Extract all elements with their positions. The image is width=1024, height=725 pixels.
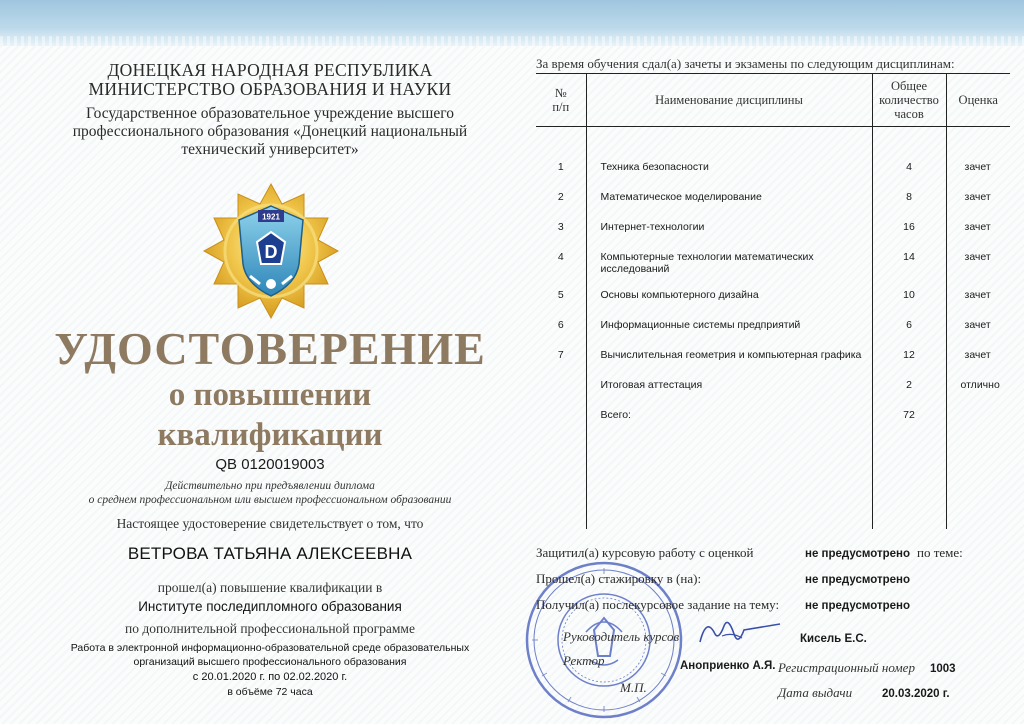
row-number: 4	[557, 250, 564, 263]
table-row	[536, 283, 1010, 313]
course-head-name: Кисель Е.С.	[800, 633, 867, 645]
passed-text: прошел(а) повышение квалификации в	[157, 580, 383, 595]
row-hours: 10	[872, 283, 946, 313]
row-hours: 2	[872, 373, 946, 403]
row-grade: зачет	[946, 245, 1010, 283]
rector-name: Аноприенко А.Я.	[680, 660, 776, 672]
disciplines-table	[536, 73, 1010, 529]
column-header-hours: Общее количество часов	[872, 74, 946, 127]
row-grade: зачет	[946, 185, 1010, 215]
row-number: 7	[557, 348, 564, 361]
column-header-discipline: Наименование дисциплины	[586, 74, 872, 127]
course-head-label: Руководитель курсов	[563, 629, 680, 644]
table-row	[536, 343, 1010, 373]
disciplines-intro: За время обучения сдал(а) зачеты и экзамены по следующим дисциплинам:	[536, 56, 955, 71]
table-row-total	[536, 403, 1010, 433]
course-head-signature	[692, 612, 784, 652]
row-grade: зачет	[946, 127, 1010, 185]
row-number: 1	[557, 161, 564, 173]
rector-label: Ректор	[563, 653, 605, 668]
document-subtitle-2: квалификации	[157, 417, 383, 453]
validity-line-2: о среднем профессиональном или высшем профессиональном образовании	[88, 494, 452, 506]
row-total-label: Всего:	[586, 403, 872, 433]
row-discipline: Итоговая аттестация	[586, 373, 872, 403]
row-number	[536, 373, 586, 403]
institution-line-1: Государственное образовательное учреждение высшего	[86, 105, 454, 122]
registration-label: Регистрационный номер	[778, 660, 915, 675]
table-row	[536, 215, 1010, 245]
row-grade: отлично	[946, 373, 1010, 403]
issue-date-label: Дата выдачи	[778, 685, 853, 700]
row-number: 5	[557, 288, 564, 301]
row-discipline: Основы компьютерного дизайна	[586, 283, 872, 313]
row-grade: зачет	[946, 313, 1010, 343]
decorative-top-band	[0, 0, 1024, 46]
coursework-value: не предусмотрено	[805, 548, 910, 560]
program-text: по дополнительной профессиональной программе	[125, 621, 415, 636]
document-subtitle-1: о повышении	[168, 377, 372, 413]
table-row	[536, 127, 1010, 185]
header-republic: ДОНЕЦКАЯ НАРОДНАЯ РЕСПУБЛИКА	[107, 60, 433, 80]
row-number: 6	[557, 318, 564, 331]
university-emblem	[200, 180, 342, 322]
row-number: 2	[557, 190, 564, 203]
registration-number: 1003	[930, 663, 956, 675]
row-discipline: Интернет-технологии	[586, 215, 872, 245]
validity-line-1: Действительно при предъявлении диплома	[165, 480, 375, 492]
internship-value: не предусмотрено	[805, 574, 910, 586]
row-grade	[946, 403, 1010, 433]
table-row	[536, 313, 1010, 343]
table-row-final-attestation	[536, 373, 1010, 403]
training-volume: в объёме 72 часа	[227, 686, 313, 698]
row-number: 3	[557, 220, 564, 233]
seal-place-label: М.П.	[620, 680, 647, 695]
institution-line-2: профессионального образования «Донецкий национальный	[72, 123, 468, 140]
serial-number: QB 0120019003	[215, 456, 325, 473]
row-hours: 8	[872, 185, 946, 215]
certifies-text: Настоящее удостоверение свидетельствует о том, что	[116, 516, 424, 531]
table-row	[536, 245, 1010, 283]
row-discipline: Техника безопасности	[586, 127, 872, 185]
row-discipline: Компьютерные технологии математических исследований	[586, 245, 872, 283]
row-total-hours: 72	[872, 403, 946, 433]
row-hours: 4	[872, 127, 946, 185]
issue-date: 20.03.2020 г.	[882, 688, 950, 700]
row-hours: 16	[872, 215, 946, 245]
internship-label: Прошел(а) стажировку в (на):	[536, 571, 702, 586]
document-title: УДОСТОВЕРЕНИЕ	[54, 323, 486, 374]
column-header-grade: Оценка	[946, 74, 1010, 127]
training-dates: с 20.01.2020 г. по 02.02.2020 г.	[192, 671, 348, 683]
row-discipline: Математическое моделирование	[586, 185, 872, 215]
row-grade: зачет	[946, 343, 1010, 373]
coursework-label: Защитил(а) курсовую работу с оценкой	[536, 545, 754, 560]
table-row	[536, 185, 1010, 215]
coursework-topic-label: по теме:	[917, 545, 963, 560]
program-line-2: организаций высшего профессионального образования	[133, 656, 407, 668]
row-hours: 6	[872, 313, 946, 343]
row-discipline: Информационные системы предприятий	[586, 313, 872, 343]
institute-name: Институте последипломного образования	[138, 599, 402, 614]
program-line-1: Работа в электронной информационно-образовательной среде образовательных	[70, 642, 470, 654]
table-filler-row	[536, 433, 1010, 529]
holder-name: ВЕТРОВА ТАТЬЯНА АЛЕКСЕЕВНА	[127, 544, 413, 563]
row-hours: 14	[872, 245, 946, 283]
final-task-value: не предусмотрено	[805, 600, 910, 612]
final-task-label: Получил(а) послекурсовое задание на тему:	[536, 597, 780, 612]
row-number	[536, 403, 586, 433]
svg-text:1921: 1921	[262, 212, 280, 222]
table-header-row	[536, 74, 1010, 127]
column-header-number: № п/п	[536, 74, 586, 127]
row-grade: зачет	[946, 215, 1010, 245]
header-ministry: МИНИСТЕРСТВО ОБРАЗОВАНИЯ И НАУКИ	[88, 79, 452, 99]
row-grade: зачет	[946, 283, 1010, 313]
svg-text:D: D	[264, 242, 278, 262]
row-discipline: Вычислительная геометрия и компьютерная графика	[586, 343, 872, 373]
institution-line-3: технический университет»	[181, 141, 359, 158]
row-hours: 12	[872, 343, 946, 373]
